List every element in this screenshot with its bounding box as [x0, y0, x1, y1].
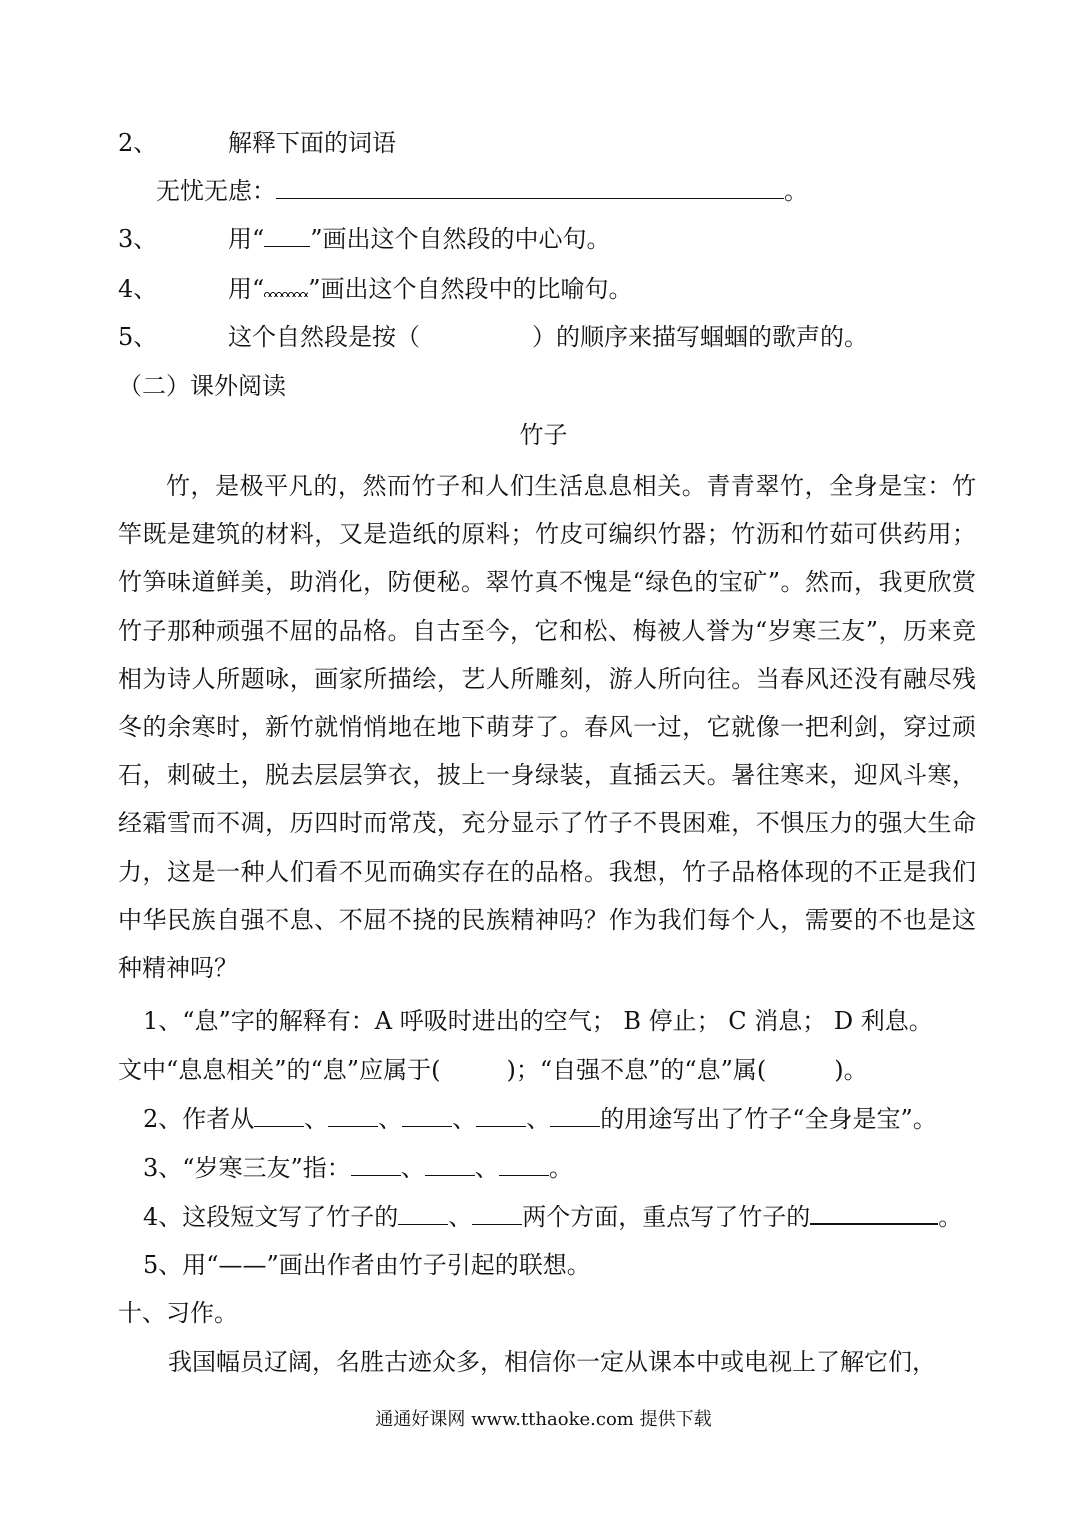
question-text-pre: 用“: [228, 275, 265, 303]
section-heading: 十、习作。: [118, 1299, 238, 1327]
page-footer: 通通好课网 www.tthaoke.com 提供下载: [375, 1409, 712, 1430]
answer-blank[interactable]: [425, 1155, 475, 1176]
separator: 、: [526, 1105, 551, 1133]
answer-blank[interactable]: [550, 1106, 600, 1127]
question-text: 。: [548, 1154, 573, 1182]
separator: 、: [400, 1154, 425, 1182]
question-text: 两个方面，重点写了竹子的: [522, 1203, 811, 1231]
answer-blank[interactable]: [499, 1155, 549, 1176]
question-number: 3、: [118, 225, 158, 253]
section-heading: （二）课外阅读: [118, 372, 286, 400]
reading-question-4: [143, 1202, 1003, 1232]
question-text-post: ）的顺序来描写蝈蝈的歌声的。: [532, 323, 868, 351]
question-text: 解释下面的词语: [228, 129, 396, 157]
question-text: 3、“岁寒三友”指：: [143, 1154, 351, 1182]
answer-blank[interactable]: [328, 1106, 378, 1127]
answer-blank[interactable]: [254, 1106, 304, 1127]
wavy-underline-mark: [264, 287, 308, 297]
question-number: 2、: [118, 129, 158, 157]
separator: 、: [448, 1203, 473, 1231]
reading-question-2: [143, 1104, 1003, 1134]
separator: 、: [304, 1105, 329, 1133]
reading-question-3: [143, 1153, 1003, 1183]
question-2-item: [156, 176, 1016, 206]
question-text-post: ”画出这个自然段的中心句。: [310, 225, 611, 253]
separator: 、: [452, 1105, 477, 1133]
question-text: )；“自强不息”的“息”属(: [506, 1056, 767, 1084]
answer-blank[interactable]: [810, 1203, 938, 1225]
question-3: [118, 224, 978, 254]
question-text-post: ”画出这个自然段中的比喻句。: [308, 275, 633, 303]
passage-title: 竹子: [519, 421, 568, 449]
straight-underline-mark: [264, 228, 310, 247]
question-text: 4、这段短文写了竹子的: [143, 1203, 399, 1231]
passage-text: 竹，是极平凡的，然而竹子和人们生活息息相关。青青翠竹，全身是宝：竹竿既是建筑的材料，又是造纸的原料；竹皮可编织竹器；竹沥和竹茹可供药用；竹笋味道鲜美，助消化，防便秘。翠竹真不愧是“绿色的宝矿”。然而，我更欣赏竹子那种顽强不屈的品格。自古至今，它和松、梅被人誉为“岁寒三友”，历来竞相为诗人所题咏，画家所描绘，艺人所雕刻，游人所向往。当春风还没有融尽残冬的余寒时，新竹就悄悄地在地下萌芽了。春风一过，它就像一把利剑，穿过顽石，刺破土，脱去层层笋衣，披上一身绿装，直插云天。暑往寒来，迎风斗寒，经霜雪而不凋，历四时而常茂，充分显示了竹子不畏困难，不惧压力的强大生命力，这是一种人们看不见而确实存在的品格。我想，竹子品格体现的不正是我们中华民族自强不息、不屈不挠的民族精神吗？作为我们每个人，需要的不也是这种精神吗？: [118, 472, 976, 983]
question-text: 2、作者从: [143, 1105, 255, 1133]
answer-blank[interactable]: [398, 1204, 448, 1225]
question-text-pre: 这个自然段是按（: [228, 323, 420, 351]
question-number: 4、: [118, 275, 158, 303]
separator: 、: [378, 1105, 403, 1133]
answer-blank[interactable]: [472, 1204, 522, 1225]
question-4: [118, 274, 978, 304]
question-text-pre: 用“: [228, 225, 265, 253]
reading-question-1-line2: [118, 1055, 978, 1085]
answer-blank[interactable]: [402, 1106, 452, 1127]
answer-blank[interactable]: [351, 1155, 401, 1176]
question-number: 5、: [118, 323, 158, 351]
reading-question-5: 5、用“——”画出作者由竹子引起的联想。: [143, 1251, 591, 1279]
question-text: )。: [834, 1056, 868, 1084]
essay-intro: 我国幅员辽阔，名胜古迹众多，相信你一定从课本中或电视上了解它们，: [168, 1348, 936, 1376]
question-text: 文中“息息相关”的“息”应属于(: [118, 1056, 441, 1084]
question-text: 。: [938, 1203, 963, 1231]
question-2: [118, 128, 978, 158]
answer-blank[interactable]: [476, 1106, 526, 1127]
separator: 、: [474, 1154, 499, 1182]
answer-blank[interactable]: [276, 178, 784, 199]
reading-question-1: 1、“息”字的解释有：A 呼吸时进出的空气； B 停止； C 消息； D 利息。: [143, 1007, 933, 1035]
question-text: 的用途写出了竹子“全身是宝”。: [600, 1105, 937, 1133]
question-5: [118, 322, 978, 352]
line-end: 。: [784, 177, 808, 205]
term-label: 无忧无虑：: [156, 177, 276, 205]
